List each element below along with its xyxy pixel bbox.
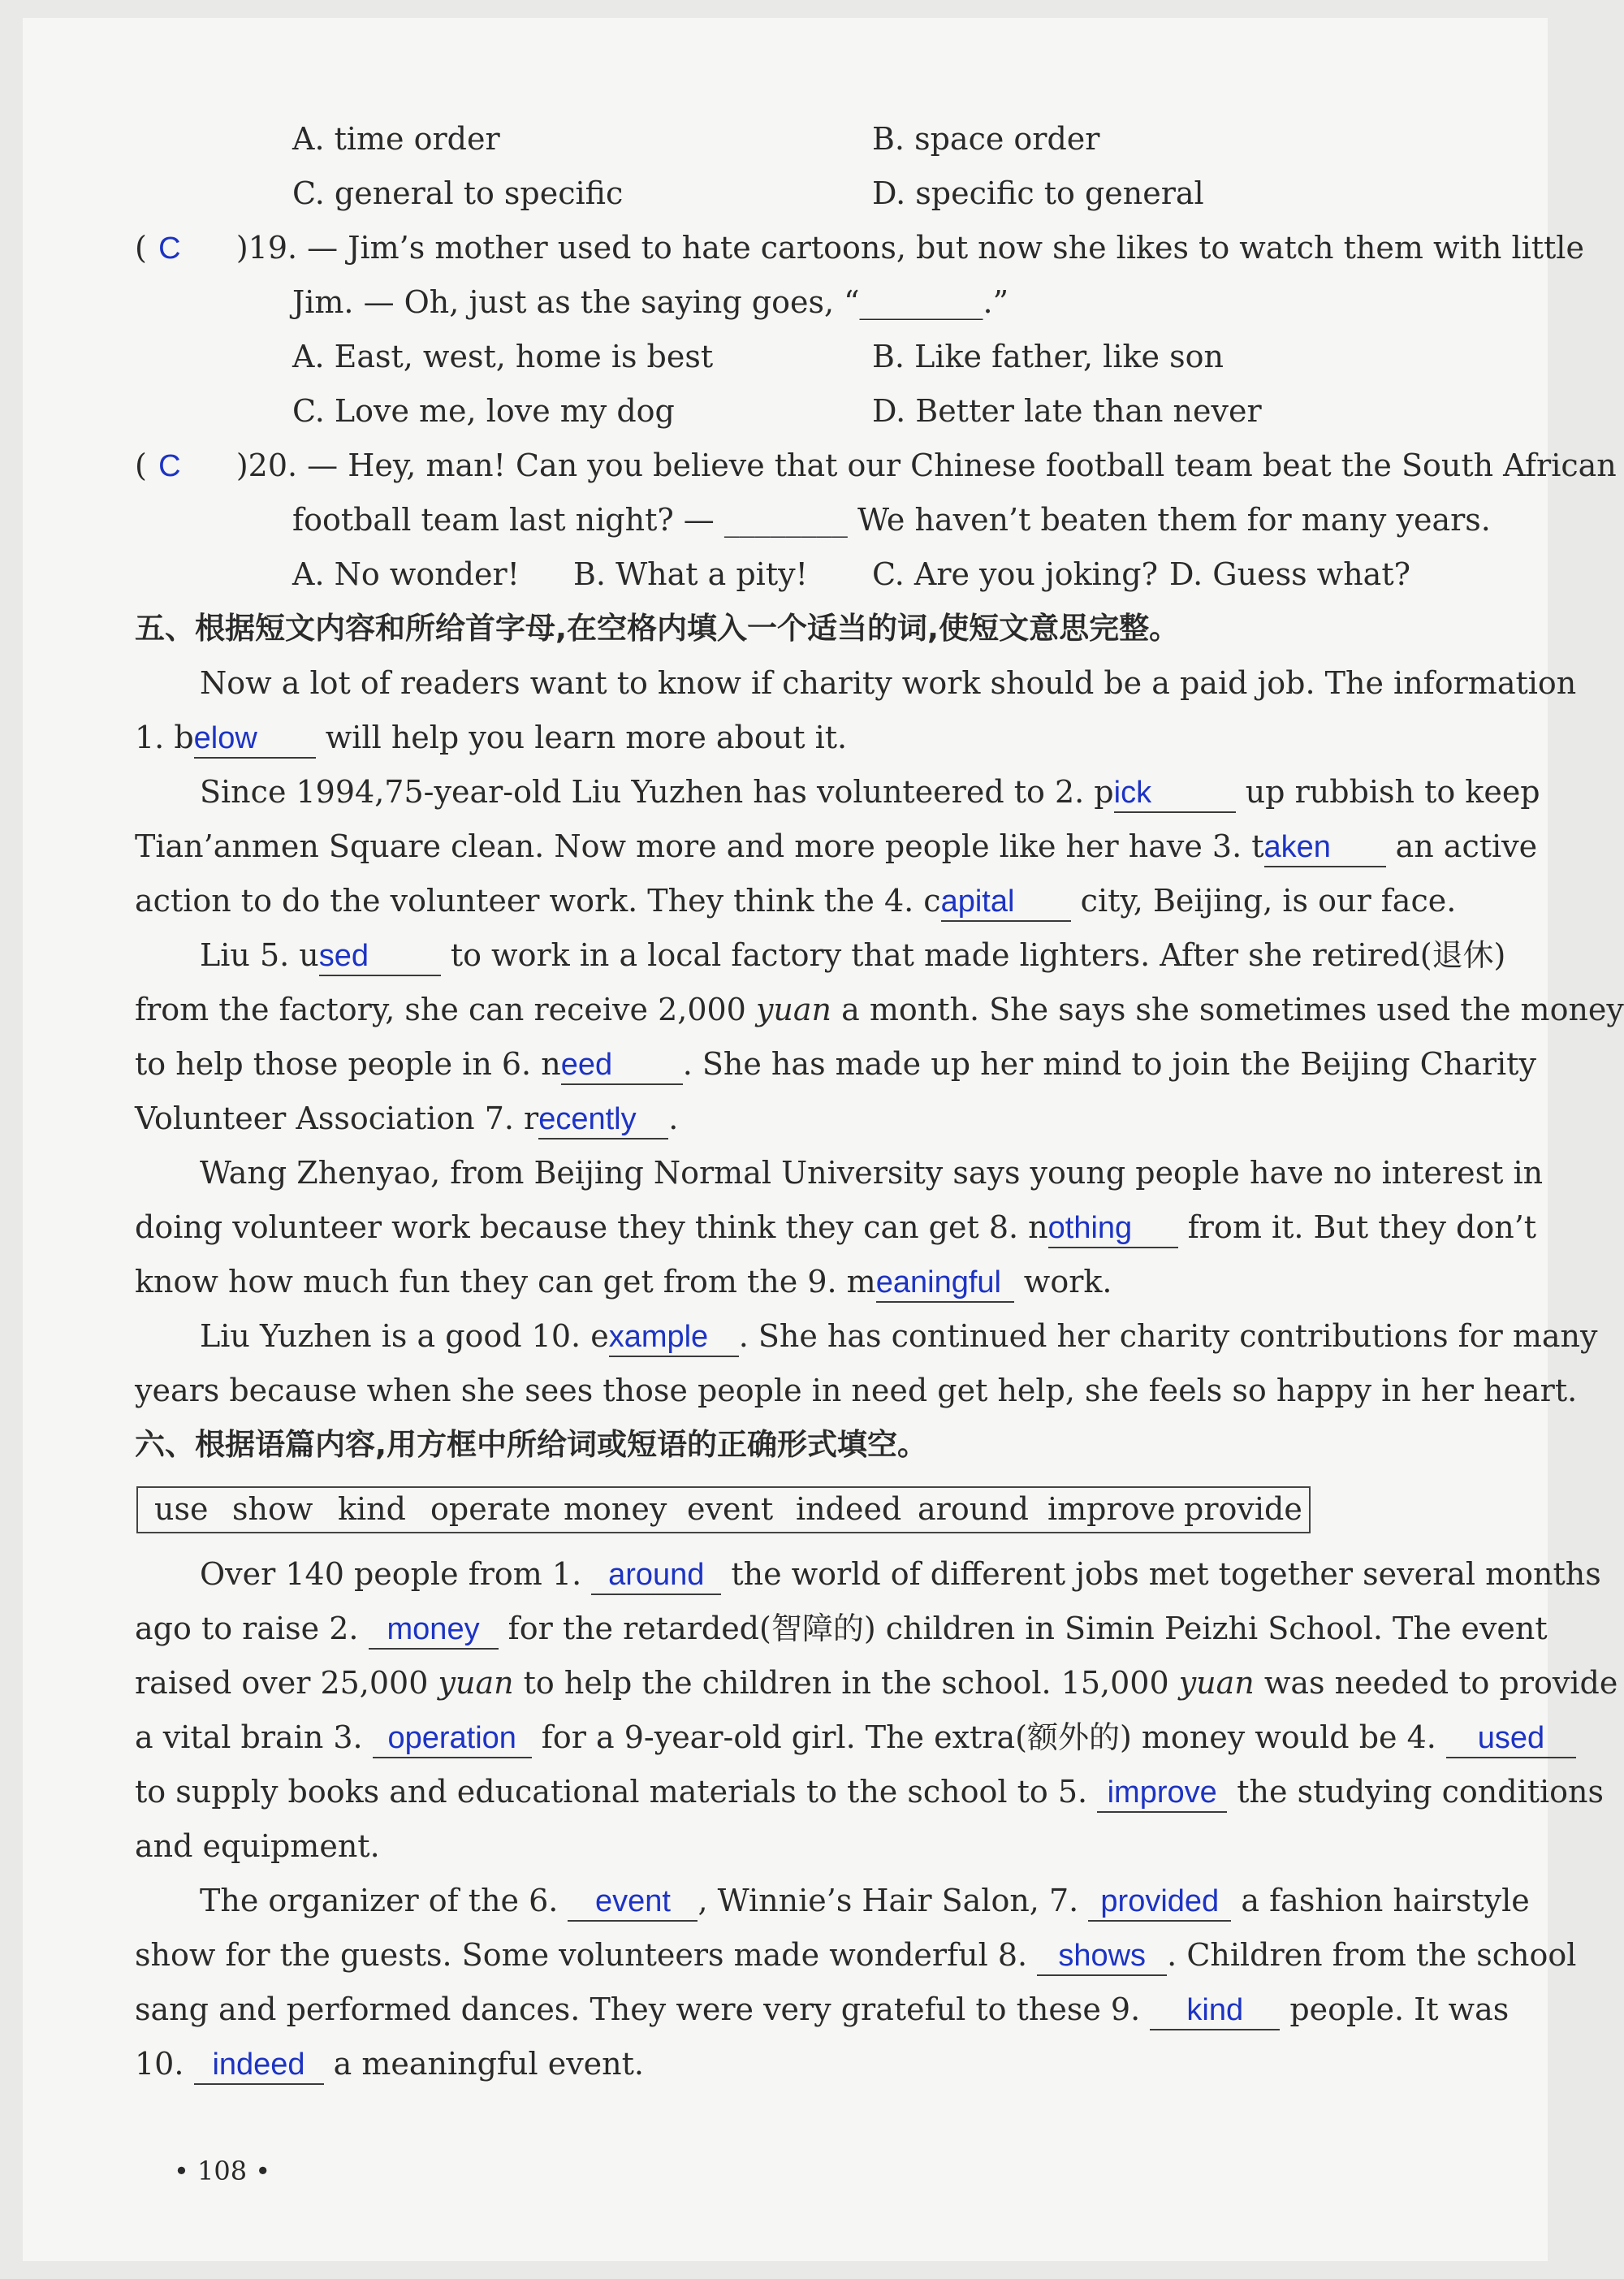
s6-answer-3: operation <box>387 1721 516 1755</box>
s6-text: to help the children in the school. 15,000 <box>513 1665 1179 1701</box>
s5-blank-7 <box>538 1100 668 1140</box>
q19-option-c: C. Love me, love my dog <box>292 393 675 429</box>
s5-line: years because when she sees those people in need get help, she feels so happy in her heart. <box>135 1373 1578 1408</box>
s5-text: an active <box>1385 828 1538 864</box>
s6-text: raised over 25,000 <box>135 1665 438 1701</box>
s6-text: , Winnie’s Hair Salon, 7. <box>698 1883 1089 1918</box>
q19-line2: Jim. — Oh, just as the saying goes, “________.” <box>292 284 1009 320</box>
worksheet-page <box>23 18 1548 2261</box>
s6-text: Over 140 people from 1. <box>200 1556 592 1592</box>
s5-blank-4 <box>941 882 1071 922</box>
s5-answer-3: aken <box>1263 830 1331 864</box>
s5-text: Volunteer Association 7. r <box>135 1101 539 1136</box>
s5-answer-10: xample <box>608 1320 709 1354</box>
open-paren: ( <box>135 230 147 266</box>
s6-text: The organizer of the 6. <box>200 1883 568 1918</box>
s5-blank-10 <box>609 1317 739 1357</box>
s6-blank-6 <box>568 1882 698 1922</box>
s6-line <box>135 2045 644 2085</box>
s6-answer-1: around <box>608 1558 705 1592</box>
s6-blank-7 <box>1088 1882 1231 1922</box>
s6-answer-5: improve <box>1107 1775 1217 1810</box>
word-box-item: indeed <box>796 1491 902 1527</box>
s5-text: doing volunteer work because they think they can get 8. n <box>135 1209 1048 1245</box>
s5-answer-9: eaningful <box>875 1265 1001 1300</box>
q19-text: )19. — Jim’s mother used to hate cartoons, but now she likes to watch them with little <box>235 230 1584 266</box>
s5-text: from it. But they don’t <box>1177 1209 1537 1245</box>
s5-text: . <box>668 1101 679 1136</box>
section6-heading: 六、根据语篇内容,用方框中所给词或短语的正确形式填空。 <box>135 1427 928 1462</box>
s6-text: 10. <box>135 2046 194 2082</box>
word-box-item: use <box>154 1491 209 1527</box>
s6-text: for a 9-year-old girl. The extra(额外的) money would be 4. <box>531 1719 1446 1755</box>
s6-text: a fashion hairstyle <box>1231 1883 1530 1918</box>
s6-text: to supply books and educational materials to the school to 5. <box>135 1774 1098 1810</box>
page-number: • 108 • <box>174 2156 271 2186</box>
s5-line: Wang Zhenyao, from Beijing Normal University says young people have no interest in <box>200 1155 1544 1191</box>
s5-line <box>200 773 1540 813</box>
s5-blank-5 <box>319 936 441 976</box>
s5-text: city, Beijing, is our face. <box>1070 883 1457 919</box>
s5-text: 1. b <box>135 720 194 755</box>
s6-answer-9: kind <box>1186 1993 1244 2027</box>
word-box-item: improve <box>1047 1491 1176 1527</box>
q18-option-a: A. time order <box>292 121 500 157</box>
s5-answer-1: elow <box>193 721 257 755</box>
s6-blank-3 <box>373 1719 532 1758</box>
s5-line <box>135 1100 678 1140</box>
s5-answer-8: othing <box>1047 1211 1133 1245</box>
s5-blank-2 <box>1114 773 1236 813</box>
s5-line <box>135 882 1456 922</box>
word-box-item: event <box>687 1491 774 1527</box>
s6-text: people. It was <box>1280 1991 1510 2027</box>
s6-blank-5 <box>1097 1773 1227 1813</box>
s6-blank-1 <box>591 1555 721 1595</box>
s6-line <box>135 1664 1618 1702</box>
s5-text: . She has made up her mind to join the Beijing Charity <box>682 1046 1536 1082</box>
s5-blank-3 <box>1264 828 1386 867</box>
q19-answer: C <box>158 231 181 266</box>
s5-text: to help those people in 6. n <box>135 1046 561 1082</box>
s5-text: Liu Yuzhen is a good 10. e <box>200 1318 609 1354</box>
q18-option-b: B. space order <box>872 121 1100 157</box>
s5-line <box>200 1317 1597 1357</box>
s5-blank-1 <box>194 719 316 759</box>
q19-option-d: D. Better late than never <box>872 393 1262 429</box>
q20-option-a: A. No wonder! <box>292 556 520 592</box>
s5-text: Liu 5. u <box>200 937 319 973</box>
open-paren: ( <box>135 448 147 483</box>
s5-line <box>135 1045 1536 1085</box>
s5-blank-6 <box>561 1045 683 1085</box>
q20-answer: C <box>158 449 181 483</box>
s5-line <box>200 936 1505 976</box>
s6-blank-4 <box>1446 1719 1576 1758</box>
s5-text: action to do the volunteer work. They think the 4. c <box>135 883 941 919</box>
s6-yuan: yuan <box>1178 1665 1255 1701</box>
s5-text: Since 1994,75-year-old Liu Yuzhen has volunteered to 2. p <box>200 774 1114 810</box>
s5-line <box>135 1209 1536 1248</box>
s5-text: a month. She says she sometimes used the money <box>831 992 1624 1027</box>
s6-answer-4: used <box>1477 1721 1545 1755</box>
s5-answer-5: sed <box>318 939 369 973</box>
word-box-item: provide <box>1184 1491 1302 1527</box>
q19-stem <box>135 229 1584 267</box>
s5-line <box>135 991 1624 1028</box>
word-box-item: around <box>918 1491 1029 1527</box>
s6-blank-8 <box>1037 1936 1167 1976</box>
q20-stem <box>135 447 1617 485</box>
s6-yuan: yuan <box>438 1665 514 1701</box>
s6-text: for the retarded(智障的) children in Simin Peizhi School. The event <box>498 1611 1548 1646</box>
s5-text: know how much fun they can get from the 9. m <box>135 1264 876 1300</box>
q20-option-c: C. Are you joking? <box>872 556 1158 592</box>
s5-line <box>135 828 1537 867</box>
q18-option-d: D. specific to general <box>872 175 1204 211</box>
s6-line <box>135 1610 1548 1650</box>
s6-text: a meaningful event. <box>323 2046 644 2082</box>
word-box <box>136 1486 1311 1533</box>
s6-line <box>135 1991 1509 2030</box>
s6-line <box>135 1719 1576 1758</box>
s6-line <box>135 1936 1576 1976</box>
q20-option-d: D. Guess what? <box>1169 556 1410 592</box>
s5-text: from the factory, she can receive 2,000 <box>135 992 756 1027</box>
word-box-item: money <box>564 1491 667 1527</box>
s6-text: the studying conditions <box>1227 1774 1605 1810</box>
section5-heading: 五、根据短文内容和所给首字母,在空格内填入一个适当的词,使短文意思完整。 <box>135 611 1180 646</box>
q19-option-b: B. Like father, like son <box>872 339 1224 374</box>
q20-text: )20. — Hey, man! Can you believe that our Chinese football team beat the South African <box>235 448 1617 483</box>
s6-text: . Children from the school <box>1167 1937 1577 1973</box>
s6-line <box>135 1773 1604 1813</box>
s5-answer-2: ick <box>1113 776 1152 810</box>
s6-line <box>200 1555 1601 1595</box>
s6-line: and equipment. <box>135 1828 380 1864</box>
s6-blank-9 <box>1150 1991 1280 2030</box>
s5-blank-8 <box>1048 1209 1178 1248</box>
s6-text: show for the guests. Some volunteers made wonderful 8. <box>135 1937 1038 1973</box>
s5-answer-7: ecently <box>538 1102 637 1136</box>
q20-line2: football team last night? — ________ We haven’t beaten them for many years. <box>292 502 1491 538</box>
s5-text: . She has continued her charity contributions for many <box>738 1318 1598 1354</box>
s5-text: will help you learn more about it. <box>315 720 848 755</box>
s6-text: the world of different jobs met together several months <box>721 1556 1601 1592</box>
s6-answer-7: provided <box>1100 1884 1220 1918</box>
word-box-item: show <box>232 1491 313 1527</box>
s6-answer-2: money <box>387 1612 480 1646</box>
s5-yuan: yuan <box>755 992 832 1027</box>
s6-text: a vital brain 3. <box>135 1719 373 1755</box>
s6-line <box>200 1882 1530 1922</box>
word-box-item: operate <box>430 1491 551 1527</box>
s5-text: up rubbish to keep <box>1235 774 1540 810</box>
s6-text: sang and performed dances. They were very grateful to these 9. <box>135 1991 1151 2027</box>
s6-text: ago to raise 2. <box>135 1611 369 1646</box>
s5-answer-4: apital <box>940 884 1015 919</box>
s5-text: to work in a local factory that made lighters. After she retired(退休) <box>440 937 1506 973</box>
s5-answer-6: eed <box>560 1048 613 1082</box>
word-box-item: kind <box>338 1491 406 1527</box>
s5-text: work. <box>1013 1264 1112 1300</box>
s6-blank-10 <box>194 2045 324 2085</box>
s5-line <box>135 719 847 759</box>
q19-option-a: A. East, west, home is best <box>292 339 714 374</box>
s6-answer-8: shows <box>1058 1939 1147 1973</box>
s5-blank-9 <box>876 1263 1014 1303</box>
s5-text: Tian’anmen Square clean. Now more and more people like her have 3. t <box>135 828 1264 864</box>
q18-option-c: C. general to specific <box>292 175 624 211</box>
s6-text: was needed to provide <box>1254 1665 1618 1701</box>
s6-blank-2 <box>369 1610 499 1650</box>
s5-line: Now a lot of readers want to know if charity work should be a paid job. The information <box>200 665 1577 701</box>
s6-answer-10: indeed <box>212 2048 305 2082</box>
s5-line <box>135 1263 1112 1303</box>
s6-answer-6: event <box>594 1884 671 1918</box>
q20-option-b: B. What a pity! <box>573 556 808 592</box>
